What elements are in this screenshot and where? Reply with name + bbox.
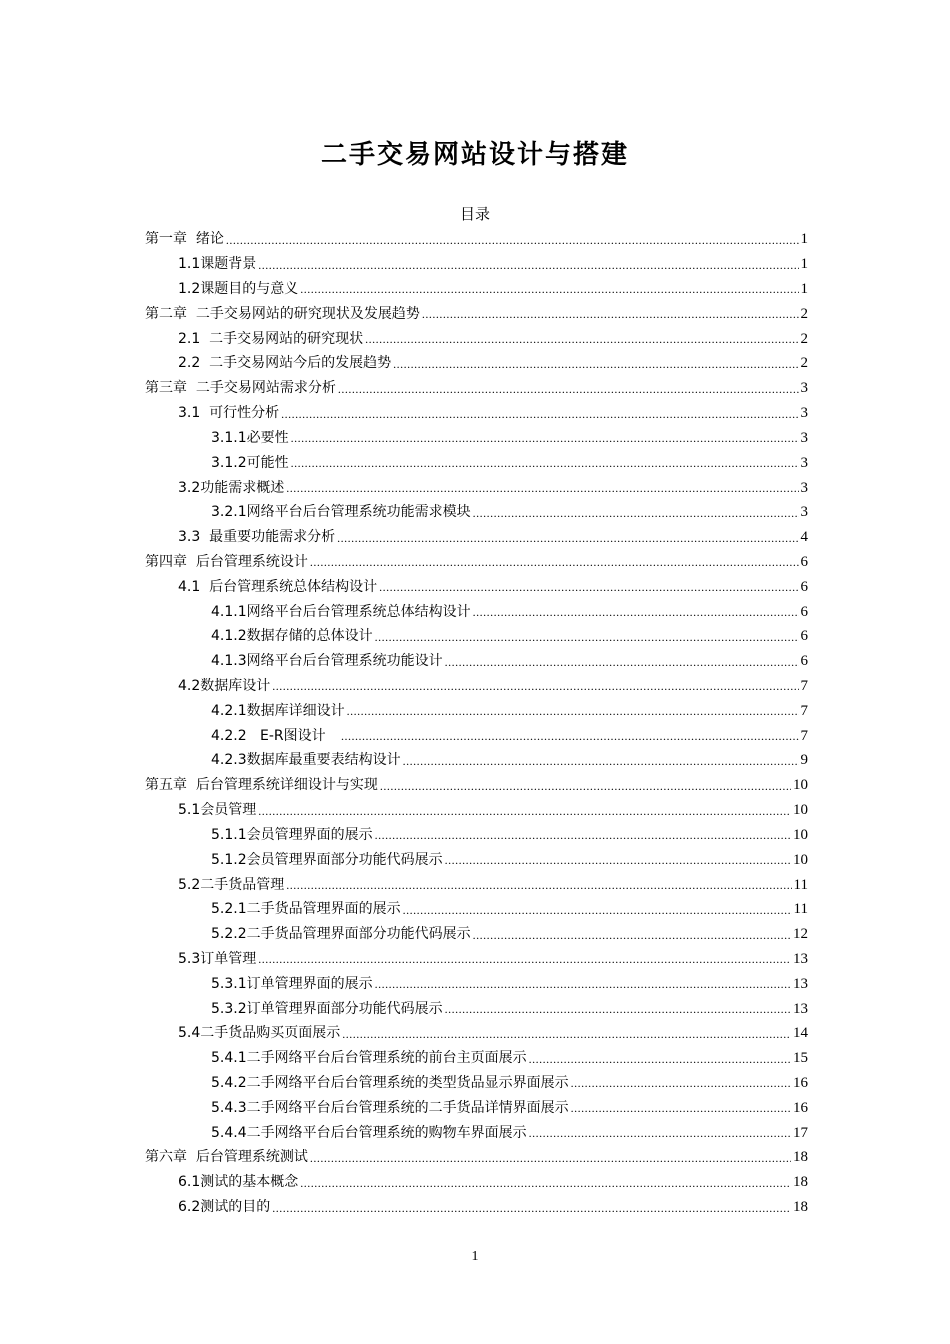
toc-entry-page: 10 bbox=[793, 802, 808, 819]
toc-entry-title: 1.2课题目的与意义 bbox=[178, 281, 299, 298]
toc-entry-title: 5.4.1二手网络平台后台管理系统的前台主页面展示 bbox=[211, 1050, 527, 1067]
toc-entry-page: 6 bbox=[800, 603, 808, 620]
toc-entry-page: 2 bbox=[800, 305, 808, 322]
toc-entry-page: 13 bbox=[793, 1000, 808, 1017]
toc-dot-leader bbox=[379, 579, 798, 599]
toc-entry[interactable] bbox=[145, 674, 808, 699]
toc-entry-title: 第一章 绪论 bbox=[145, 231, 224, 248]
toc-entry[interactable] bbox=[145, 624, 808, 649]
toc-dot-leader bbox=[347, 703, 799, 723]
toc-entry-title: 4.2.3数据库最重要表结构设计 bbox=[211, 752, 401, 769]
toc-dot-leader bbox=[310, 554, 799, 574]
toc-entry[interactable] bbox=[145, 1071, 808, 1096]
toc-entry-title: 5.3.1订单管理界面的展示 bbox=[211, 975, 373, 992]
toc-dot-leader bbox=[473, 604, 799, 624]
toc-entry-page: 18 bbox=[793, 1199, 808, 1216]
toc-entry-page: 1 bbox=[800, 231, 808, 248]
toc-dot-leader bbox=[403, 753, 799, 773]
toc-dot-leader bbox=[281, 406, 798, 426]
toc-entry-page: 6 bbox=[800, 628, 808, 645]
toc-entry-title: 4.1 后台管理系统总体结构设计 bbox=[178, 578, 378, 595]
toc-entry[interactable] bbox=[145, 773, 808, 798]
toc-entry-title: 1.1课题背景 bbox=[178, 256, 257, 273]
toc-entry-title: 5.4二手货品购买页面展示 bbox=[178, 1025, 341, 1042]
toc-entry-page: 3 bbox=[800, 380, 808, 397]
toc-entry-page: 11 bbox=[793, 901, 808, 918]
toc-entry[interactable] bbox=[145, 301, 808, 326]
toc-entry[interactable] bbox=[145, 922, 808, 947]
toc-entry-page: 3 bbox=[800, 504, 808, 521]
toc-entry-title: 5.4.4二手网络平台后台管理系统的购物车界面展示 bbox=[211, 1124, 527, 1141]
toc-entry[interactable] bbox=[145, 1195, 808, 1220]
toc-dot-leader bbox=[291, 455, 799, 475]
toc-entry-page: 16 bbox=[793, 1099, 808, 1116]
toc-entry-page: 12 bbox=[793, 926, 808, 943]
toc-entry[interactable] bbox=[145, 1170, 808, 1195]
toc-dot-leader bbox=[365, 331, 798, 351]
toc-entry[interactable] bbox=[145, 475, 808, 500]
toc-entry-title: 2.2 二手交易网站今后的发展趋势 bbox=[178, 355, 392, 372]
toc-entry[interactable] bbox=[145, 599, 808, 624]
toc-dot-leader bbox=[341, 728, 799, 748]
toc-entry[interactable] bbox=[145, 500, 808, 525]
toc-entry-title: 3.3 最重要功能需求分析 bbox=[178, 529, 336, 546]
toc-entry-page: 15 bbox=[793, 1050, 808, 1067]
toc-entry[interactable] bbox=[145, 351, 808, 376]
toc-entry-title: 6.2测试的目的 bbox=[178, 1199, 271, 1216]
toc-entry-title: 3.1.1必要性 bbox=[211, 429, 289, 446]
toc-dot-leader bbox=[473, 927, 791, 947]
toc-entry-page: 4 bbox=[800, 529, 808, 546]
toc-entry-page: 10 bbox=[793, 777, 808, 794]
toc-entry[interactable] bbox=[145, 525, 808, 550]
toc-entry-title: 4.1.1网络平台后台管理系统总体结构设计 bbox=[211, 603, 471, 620]
toc-dot-leader bbox=[338, 381, 799, 401]
toc-entry-page: 11 bbox=[793, 876, 808, 893]
toc-entry-page: 14 bbox=[793, 1025, 808, 1042]
toc-dot-leader bbox=[445, 654, 799, 674]
toc-entry-title: 3.2功能需求概述 bbox=[178, 479, 285, 496]
toc-entry[interactable] bbox=[145, 227, 808, 252]
toc-entry[interactable] bbox=[145, 326, 808, 351]
toc-dot-leader bbox=[286, 877, 791, 897]
toc-entry-title: 2.1 二手交易网站的研究现状 bbox=[178, 330, 364, 347]
toc-dot-leader bbox=[337, 530, 798, 550]
toc-entry[interactable] bbox=[145, 649, 808, 674]
toc-entry-page: 10 bbox=[793, 826, 808, 843]
toc-entry-title: 第五章 后台管理系统详细设计与实现 bbox=[145, 777, 378, 794]
toc-entry[interactable] bbox=[145, 698, 808, 723]
toc-entry-page: 2 bbox=[800, 355, 808, 372]
toc-entry-title: 3.2.1网络平台后台管理系统功能需求模块 bbox=[211, 504, 471, 521]
toc-entry-title: 3.1.2可能性 bbox=[211, 454, 289, 471]
toc-entry[interactable] bbox=[145, 1095, 808, 1120]
toc-entry-title: 5.3.2订单管理界面部分功能代码展示 bbox=[211, 1000, 443, 1017]
toc-entry-title: 5.1.1会员管理界面的展示 bbox=[211, 826, 373, 843]
toc-heading: 目录 bbox=[459, 205, 490, 223]
toc-entry-page: 3 bbox=[800, 479, 808, 496]
toc-entry-title: 5.4.3二手网络平台后台管理系统的二手货品详情界面展示 bbox=[211, 1099, 569, 1116]
toc-entry-title: 4.1.2数据存储的总体设计 bbox=[211, 628, 373, 645]
toc-dot-leader bbox=[300, 1175, 791, 1195]
toc-entry-page: 16 bbox=[793, 1075, 808, 1092]
toc-entry[interactable] bbox=[145, 550, 808, 575]
toc-dot-leader bbox=[272, 1200, 791, 1220]
toc-dot-leader bbox=[393, 356, 798, 376]
toc-dot-leader bbox=[258, 951, 791, 971]
toc-entry[interactable] bbox=[145, 574, 808, 599]
toc-entry[interactable] bbox=[145, 1046, 808, 1071]
toc-entry-page: 13 bbox=[793, 950, 808, 967]
toc-entry-title: 3.1 可行性分析 bbox=[178, 405, 280, 422]
toc-entry[interactable] bbox=[145, 971, 808, 996]
toc-entry-title: 5.2.2二手货品管理界面部分功能代码展示 bbox=[211, 926, 471, 943]
toc-dot-leader bbox=[529, 1125, 791, 1145]
toc-entry[interactable] bbox=[145, 252, 808, 277]
toc-entry[interactable] bbox=[145, 426, 808, 451]
toc-dot-leader bbox=[445, 852, 791, 872]
toc-entry-page: 2 bbox=[800, 330, 808, 347]
toc-entry-page: 6 bbox=[800, 578, 808, 595]
toc-entry-title: 5.2二手货品管理 bbox=[178, 876, 285, 893]
toc-dot-leader bbox=[445, 1001, 791, 1021]
toc-entry-page: 7 bbox=[800, 702, 808, 719]
toc-entry[interactable] bbox=[145, 823, 808, 848]
toc-entry[interactable] bbox=[145, 996, 808, 1021]
toc-entry-page: 6 bbox=[800, 553, 808, 570]
toc-entry-page: 18 bbox=[793, 1149, 808, 1166]
toc-dot-leader bbox=[258, 803, 791, 823]
toc-entry-title: 4.2.1数据库详细设计 bbox=[211, 702, 345, 719]
toc-dot-leader bbox=[375, 827, 791, 847]
toc-entry[interactable] bbox=[145, 748, 808, 773]
toc-entry-page: 3 bbox=[800, 405, 808, 422]
toc-entry-page: 7 bbox=[800, 678, 808, 695]
toc-dot-leader bbox=[258, 257, 798, 277]
toc-entry[interactable] bbox=[145, 723, 808, 748]
toc-dot-leader bbox=[529, 1051, 791, 1071]
toc-entry-page: 10 bbox=[793, 851, 808, 868]
toc-entry-title: 第四章 后台管理系统设计 bbox=[145, 553, 308, 570]
toc-dot-leader bbox=[571, 1100, 791, 1120]
toc-entry[interactable] bbox=[145, 872, 808, 897]
document-title: 二手交易网站设计与搭建 bbox=[320, 140, 629, 170]
toc-entry[interactable] bbox=[145, 847, 808, 872]
toc-dot-leader bbox=[300, 281, 798, 301]
toc-entry-title: 第二章 二手交易网站的研究现状及发展趋势 bbox=[145, 305, 420, 322]
toc-entry-page: 9 bbox=[800, 752, 808, 769]
toc-entry-page: 13 bbox=[793, 975, 808, 992]
toc-entry[interactable] bbox=[145, 277, 808, 302]
toc-entry[interactable] bbox=[145, 897, 808, 922]
toc-entry-title: 4.1.3网络平台后台管理系统功能设计 bbox=[211, 653, 443, 670]
toc-entry-title: 5.2.1二手货品管理界面的展示 bbox=[211, 901, 401, 918]
toc-entry-page: 6 bbox=[800, 653, 808, 670]
toc-entry[interactable] bbox=[145, 1021, 808, 1046]
table-of-contents bbox=[145, 227, 808, 1220]
toc-entry-title: 5.1会员管理 bbox=[178, 802, 257, 819]
toc-entry-page: 1 bbox=[800, 281, 808, 298]
toc-dot-leader bbox=[310, 1150, 791, 1170]
toc-dot-leader bbox=[286, 480, 798, 500]
toc-entry-page: 1 bbox=[800, 256, 808, 273]
toc-entry[interactable] bbox=[145, 1120, 808, 1145]
toc-entry-page: 18 bbox=[793, 1174, 808, 1191]
toc-entry[interactable] bbox=[145, 947, 808, 972]
toc-entry[interactable] bbox=[145, 450, 808, 475]
toc-entry-page: 3 bbox=[800, 429, 808, 446]
toc-entry-title: 5.1.2会员管理界面部分功能代码展示 bbox=[211, 851, 443, 868]
toc-entry[interactable] bbox=[145, 376, 808, 401]
toc-entry[interactable] bbox=[145, 401, 808, 426]
toc-dot-leader bbox=[342, 1026, 791, 1046]
toc-entry-title: 第六章 后台管理系统测试 bbox=[145, 1149, 308, 1166]
toc-dot-leader bbox=[571, 1075, 791, 1095]
toc-dot-leader bbox=[375, 976, 791, 996]
toc-dot-leader bbox=[375, 629, 799, 649]
toc-entry-title: 5.4.2二手网络平台后台管理系统的类型货品显示界面展示 bbox=[211, 1075, 569, 1092]
toc-entry-page: 7 bbox=[800, 727, 808, 744]
toc-entry[interactable] bbox=[145, 1145, 808, 1170]
toc-entry-page: 17 bbox=[793, 1124, 808, 1141]
toc-dot-leader bbox=[226, 232, 799, 252]
toc-dot-leader bbox=[272, 678, 798, 698]
toc-entry-title: 第三章 二手交易网站需求分析 bbox=[145, 380, 336, 397]
toc-entry[interactable] bbox=[145, 798, 808, 823]
toc-entry-title: 5.3订单管理 bbox=[178, 950, 257, 967]
toc-entry-title: 4.2数据库设计 bbox=[178, 678, 271, 695]
toc-entry-title: 4.2.2 E-R图设计 bbox=[211, 727, 339, 744]
toc-dot-leader bbox=[473, 505, 799, 525]
toc-entry-page: 3 bbox=[800, 454, 808, 471]
page-number: 1 bbox=[471, 1249, 479, 1264]
toc-dot-leader bbox=[291, 430, 799, 450]
toc-dot-leader bbox=[403, 902, 792, 922]
toc-dot-leader bbox=[380, 778, 791, 798]
toc-entry-title: 6.1测试的基本概念 bbox=[178, 1174, 299, 1191]
toc-dot-leader bbox=[422, 306, 799, 326]
